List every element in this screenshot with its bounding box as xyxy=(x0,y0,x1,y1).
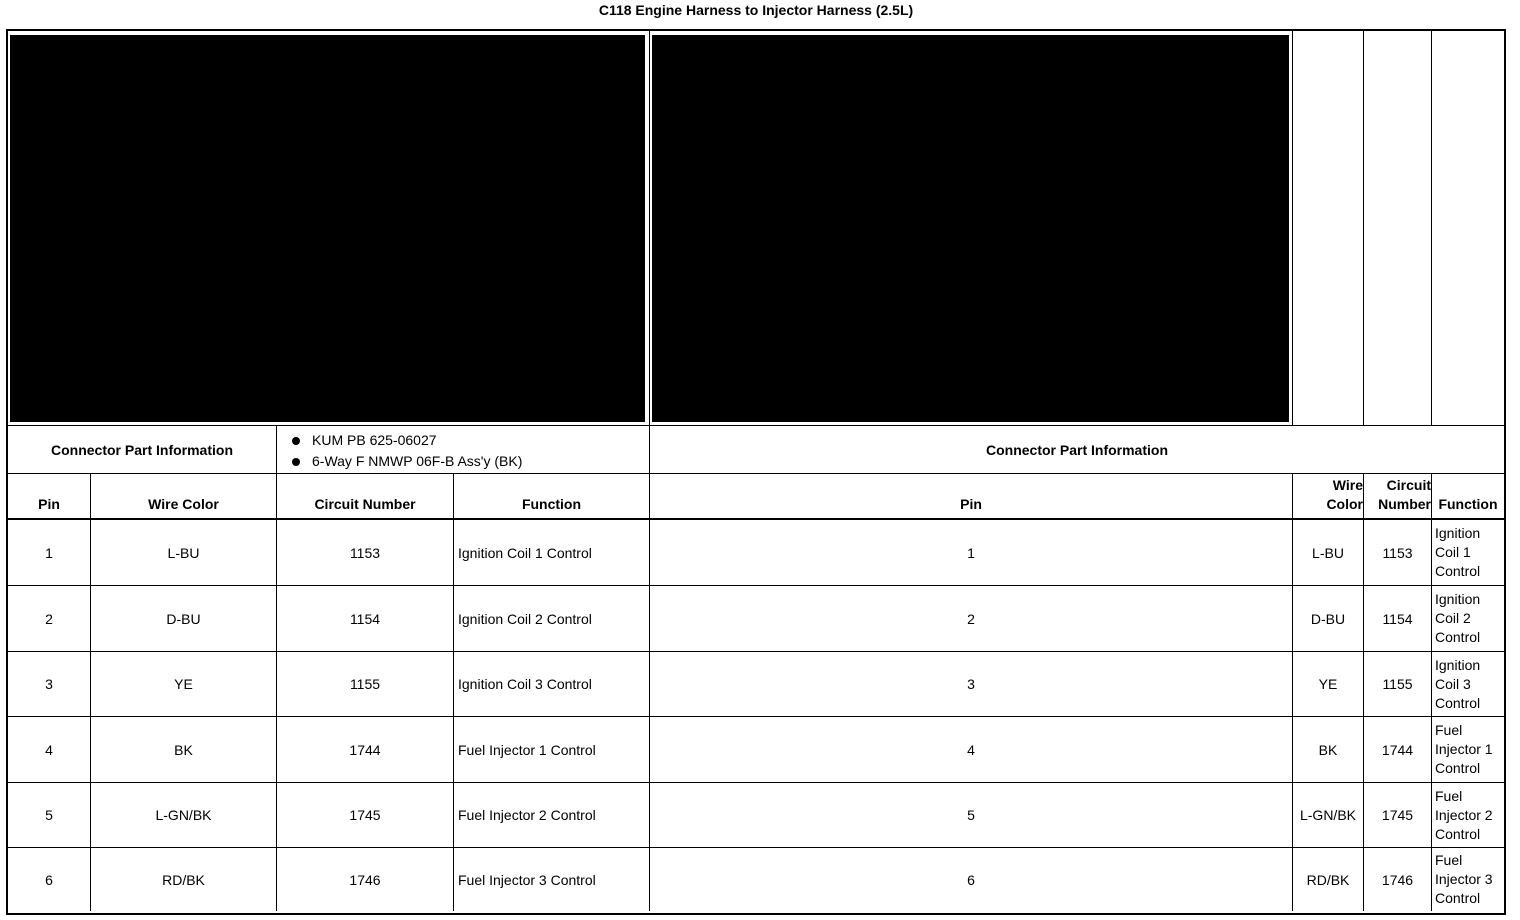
right-circuit-cell: 1744 xyxy=(1381,741,1414,758)
left-pin-cell: 3 xyxy=(45,676,53,692)
right-wire-color-cell: D-BU xyxy=(1310,610,1346,627)
left-circuit-cell: 1155 xyxy=(349,676,381,692)
left-circuit-cell: 1153 xyxy=(349,544,381,561)
right-header-function: Function xyxy=(1438,496,1498,512)
left-circuit-cell: 1154 xyxy=(349,610,381,627)
left-function-cell: Fuel Injector 3 Control xyxy=(458,871,596,888)
left-function-cell: Ignition Coil 2 Control xyxy=(458,610,592,627)
right-header-pin: Pin xyxy=(960,496,982,512)
left-pin-cell: 4 xyxy=(45,741,53,758)
right-function-cell xyxy=(1432,717,1504,782)
left-function-cell: Ignition Coil 3 Control xyxy=(458,676,592,692)
right-wire-color-cell: YE xyxy=(1318,676,1338,692)
right-circuit-cell: 1746 xyxy=(1381,871,1414,888)
function-line: Control xyxy=(1435,825,1481,842)
left-header-pin: Pin xyxy=(38,496,60,512)
left-circuit-cell: 1744 xyxy=(349,741,381,758)
function-line: Ignition xyxy=(1435,656,1481,673)
right-pin-cell: 4 xyxy=(967,741,975,758)
left-function-cell: Fuel Injector 1 Control xyxy=(458,741,596,758)
left-function-cell: Ignition Coil 1 Control xyxy=(458,544,592,561)
left-pin-cell: 1 xyxy=(45,544,53,561)
function-line: Ignition xyxy=(1435,525,1481,541)
left-function-cell: Fuel Injector 2 Control xyxy=(458,807,596,823)
left-header-function: Function xyxy=(521,496,582,512)
right-wire-color-cell: L-GN/BK xyxy=(1299,807,1356,823)
left-header-wire-color: Wire Color xyxy=(148,496,219,512)
left-wire-color-cell: D-BU xyxy=(166,610,201,627)
right-circuit-cell: 1155 xyxy=(1382,676,1413,692)
left-header-circuit-number: Circuit Number xyxy=(314,496,416,512)
function-line: Fuel xyxy=(1435,787,1463,804)
function-line: Injector 1 xyxy=(1435,741,1493,757)
left-wire-color-cell: BK xyxy=(174,741,193,758)
connector-part-item: 6-Way F NMWP 06F-B Ass'y (BK) xyxy=(288,451,522,472)
function-line: Coil 3 xyxy=(1435,675,1471,692)
left-wire-color-cell: L-BU xyxy=(167,544,200,561)
right-wire-color-cell: RD/BK xyxy=(1306,871,1350,888)
left-wire-color-cell: L-GN/BK xyxy=(155,807,212,823)
right-wire-color-cell: BK xyxy=(1318,741,1338,758)
connector-part-item: KUM PB 625-06027 xyxy=(288,430,522,451)
right-function-cell xyxy=(1432,652,1504,716)
left-connector-part-label: Connector Part Information xyxy=(50,441,233,458)
function-line: Coil 2 xyxy=(1435,610,1471,626)
left-pin-cell: 6 xyxy=(45,871,53,888)
right-wire-color-cell: L-BU xyxy=(1312,544,1344,561)
function-line: Control xyxy=(1435,694,1481,711)
function-line: Control xyxy=(1435,629,1481,645)
left-circuit-cell: 1746 xyxy=(349,871,381,888)
function-line: Ignition xyxy=(1435,591,1481,607)
left-pin-cell: 2 xyxy=(45,610,53,627)
connector-part-list xyxy=(288,430,522,472)
bullet-icon xyxy=(292,437,300,445)
function-line: Fuel xyxy=(1435,852,1463,868)
right-circuit-cell: 1154 xyxy=(1382,610,1413,627)
right-function-cell xyxy=(1432,520,1504,585)
function-line: Injector 3 xyxy=(1435,871,1493,887)
left-connector-image xyxy=(10,35,645,422)
bullet-icon xyxy=(292,458,300,466)
page-title: C118 Engine Harness to Injector Harness (2.5L) xyxy=(598,2,914,18)
left-pin-cell: 5 xyxy=(45,807,53,823)
right-pin-cell: 5 xyxy=(967,807,975,823)
function-line: Control xyxy=(1435,760,1481,776)
right-pin-cell: 1 xyxy=(967,544,975,561)
right-header-circuit-number: Circuit Number xyxy=(1378,477,1431,512)
right-pin-cell: 3 xyxy=(967,676,975,692)
right-circuit-cell: 1153 xyxy=(1382,544,1413,561)
right-connector-image xyxy=(652,35,1289,422)
left-wire-color-cell: RD/BK xyxy=(162,871,205,888)
right-header-wire-color: Wire Color xyxy=(1326,477,1363,512)
right-pin-cell: 2 xyxy=(967,610,975,627)
function-line: Control xyxy=(1435,890,1481,906)
right-function-cell xyxy=(1432,848,1504,911)
right-circuit-cell: 1745 xyxy=(1381,807,1414,823)
right-function-cell xyxy=(1432,783,1504,847)
right-pin-cell: 6 xyxy=(967,871,975,888)
function-line: Control xyxy=(1435,563,1481,579)
left-wire-color-cell: YE xyxy=(174,676,193,692)
right-function-cell xyxy=(1432,586,1504,651)
function-line: Coil 1 xyxy=(1435,544,1471,560)
left-circuit-cell: 1745 xyxy=(349,807,381,823)
function-line: Injector 2 xyxy=(1435,806,1493,823)
function-line: Fuel xyxy=(1435,722,1463,738)
right-connector-part-label: Connector Part Information xyxy=(985,441,1168,458)
